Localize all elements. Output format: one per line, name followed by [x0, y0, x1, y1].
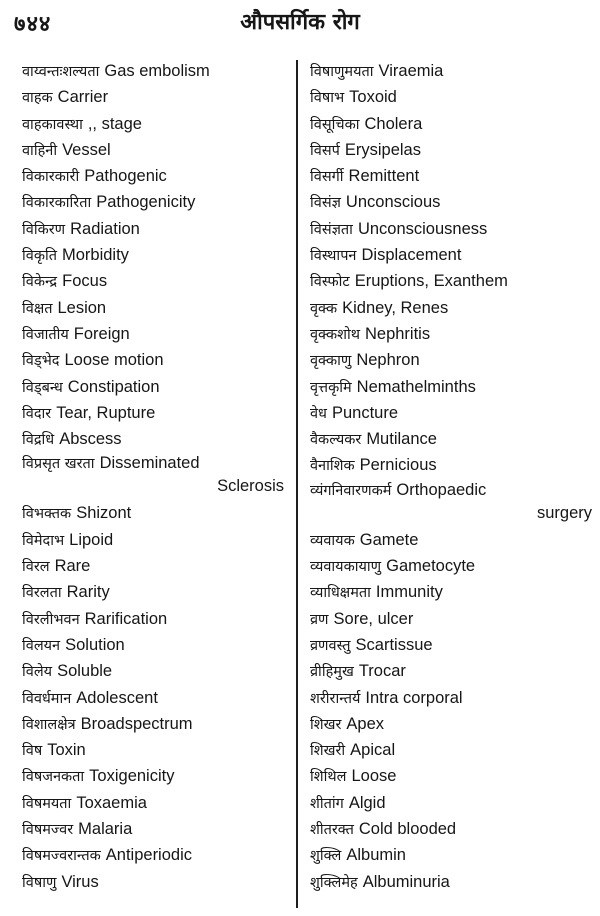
english-gloss: Foreign [73, 324, 130, 343]
hindi-term: व्रीहिमुख [310, 664, 354, 681]
hindi-term: व्यवायक [310, 532, 355, 549]
hindi-term: वृक्काणु [310, 353, 352, 370]
english-gloss: Sore, ulcer [333, 609, 414, 628]
english-gloss: Loose [351, 767, 397, 786]
english-gloss: Toxaemia [76, 793, 147, 812]
english-gloss: Tear, Rupture [56, 403, 156, 422]
english-gloss: ,, stage [87, 114, 142, 133]
english-gloss: Apex [346, 714, 385, 733]
english-gloss: Loose motion [64, 351, 164, 370]
glossary-entry [310, 242, 592, 268]
english-gloss-continuation: surgery [536, 503, 592, 522]
glossary-entry [22, 189, 284, 215]
glossary-entry [22, 84, 284, 110]
glossary-entry [22, 452, 284, 500]
english-gloss: Orthopaedic [396, 480, 487, 499]
english-gloss: Solution [65, 635, 125, 654]
glossary-entry [310, 685, 592, 711]
english-gloss: Vessel [62, 140, 111, 159]
hindi-term: वृत्तकृमि [310, 379, 352, 396]
hindi-term: व्रण [310, 611, 329, 628]
hindi-term: विसंज्ञता [310, 221, 353, 238]
glossary-entry [22, 579, 284, 605]
hindi-term: विशालक्षेत्र [22, 716, 76, 733]
english-gloss: Pernicious [359, 456, 437, 475]
glossary-entry [22, 842, 284, 868]
hindi-term: वाहक [22, 90, 53, 107]
hindi-term: विषाणुमयता [310, 64, 374, 80]
english-gloss-continuation: Sclerosis [217, 477, 284, 496]
hindi-term: विस्थापन [310, 248, 357, 265]
hindi-term: विषाभ [310, 90, 345, 107]
glossary-entry [22, 632, 284, 658]
english-gloss: Cold blooded [358, 820, 457, 839]
glossary-column-right [310, 58, 592, 895]
hindi-term: विसूचिका [310, 116, 360, 133]
english-gloss: Apical [350, 741, 396, 760]
english-gloss: Puncture [331, 403, 399, 422]
hindi-term: व्यंगनिवारणकर्म [310, 482, 392, 499]
hindi-term: विसर्प [310, 142, 340, 159]
hindi-term: विषजनकता [22, 769, 85, 786]
english-gloss: Virus [61, 872, 99, 891]
glossary-entry [22, 374, 284, 400]
glossary-entry [22, 527, 284, 553]
hindi-term: वेध [310, 405, 327, 422]
hindi-term: शिथिल [310, 769, 347, 786]
glossary-entry [310, 137, 592, 163]
english-gloss: Immunity [375, 583, 443, 602]
hindi-term: शिखर [310, 716, 342, 733]
english-gloss: Toxoid [349, 88, 397, 107]
hindi-term: विकारकारी [22, 169, 80, 186]
english-gloss: Nemathelminths [356, 377, 476, 396]
glossary-entry [310, 527, 592, 553]
glossary-entry [310, 84, 592, 110]
english-gloss: Cholera [364, 114, 423, 133]
english-gloss: Adolescent [76, 688, 158, 707]
english-gloss: Kidney, Renes [342, 298, 449, 317]
english-gloss: Focus [62, 272, 108, 291]
glossary-entry [310, 737, 592, 763]
page-number: ७४४ [14, 11, 52, 37]
hindi-term: शुक्लिमेह [310, 874, 358, 891]
hindi-term: विषमज्वरान्तक [22, 848, 101, 865]
hindi-term: विरलीभवन [22, 611, 80, 628]
hindi-term: विकेन्द्र [22, 274, 58, 291]
glossary-entry [22, 216, 284, 242]
english-gloss: Albumin [346, 846, 406, 865]
glossary-entry [310, 763, 592, 789]
hindi-term: विदार [22, 405, 52, 422]
glossary-entry [22, 869, 284, 895]
glossary-entry [22, 553, 284, 579]
glossary-entry [310, 189, 592, 215]
glossary-entry [310, 426, 592, 452]
english-gloss: Mutilance [366, 430, 437, 449]
hindi-term: शुक्लि [310, 848, 342, 865]
english-gloss: Scartissue [355, 635, 433, 654]
hindi-term: शीतांग [310, 795, 344, 812]
hindi-term: विड्भेद [22, 353, 60, 370]
hindi-term: विजातीय [22, 326, 69, 343]
glossary-entry [22, 500, 284, 526]
english-gloss: Albuminuria [362, 872, 450, 891]
column-divider [296, 60, 298, 908]
english-gloss: Constipation [67, 377, 160, 396]
english-gloss: Toxigenicity [89, 767, 175, 786]
glossary-entry [310, 321, 592, 347]
glossary-entry [22, 58, 284, 84]
english-gloss: Lipoid [69, 530, 114, 549]
hindi-term: शरीरान्तर्य [310, 690, 361, 707]
glossary-entry [310, 374, 592, 400]
hindi-term: वाहिनी [22, 142, 58, 159]
hindi-term: विद्रधि [22, 432, 55, 449]
english-gloss: Remittent [348, 167, 420, 186]
hindi-term: विस्फोट [310, 274, 350, 291]
english-gloss: Rare [54, 557, 91, 576]
glossary-entry [310, 163, 592, 189]
glossary-entry [310, 816, 592, 842]
glossary-entry [310, 268, 592, 294]
hindi-term: विक्षत [22, 300, 53, 317]
english-gloss: Trocar [358, 662, 406, 681]
glossary-entry [310, 452, 592, 478]
glossary-entry [22, 163, 284, 189]
glossary-entry [22, 400, 284, 426]
glossary-entry [22, 242, 284, 268]
english-gloss: Carrier [57, 88, 109, 107]
glossary-entry [310, 400, 592, 426]
english-gloss: Broadspectrum [80, 714, 193, 733]
english-gloss: Soluble [57, 662, 113, 681]
glossary-entry [22, 295, 284, 321]
hindi-term: वैकल्यकर [310, 432, 362, 449]
english-gloss: Algid [348, 793, 386, 812]
english-gloss: Antiperiodic [105, 846, 192, 865]
english-gloss: Gametocyte [386, 557, 476, 576]
glossary-entry [22, 658, 284, 684]
hindi-term: विलेय [22, 664, 53, 681]
hindi-term: वृक्कशोथ [310, 326, 360, 343]
english-gloss: Displacement [361, 246, 462, 265]
english-gloss: Nephritis [364, 324, 431, 343]
glossary-entry [22, 111, 284, 137]
glossary-entry [310, 606, 592, 632]
english-gloss: Radiation [70, 219, 140, 238]
hindi-term: शीतरक्त [310, 822, 354, 839]
glossary-entry [310, 790, 592, 816]
english-gloss: Malaria [78, 820, 133, 839]
glossary-entry [310, 111, 592, 137]
hindi-term: विकृति [22, 248, 57, 265]
hindi-term: विष [22, 743, 43, 760]
glossary-entry [310, 842, 592, 868]
hindi-term: व्याधिक्षमता [310, 585, 371, 602]
hindi-term: वाय्वन्तःशल्यता [22, 64, 100, 80]
english-gloss: Viraemia [378, 62, 444, 80]
english-gloss: Unconscious [345, 193, 441, 212]
hindi-term: वृक्क [310, 300, 338, 317]
hindi-term: विवर्धमान [22, 690, 72, 707]
hindi-term: विभक्तक [22, 506, 72, 523]
glossary-entry [22, 711, 284, 737]
glossary-entry [22, 321, 284, 347]
english-gloss: Nephron [356, 351, 420, 370]
english-gloss: Disseminated [99, 454, 200, 473]
glossary-entry [310, 347, 592, 373]
hindi-term: विरल [22, 559, 50, 576]
glossary-entry [310, 658, 592, 684]
english-gloss: Rarity [66, 583, 110, 602]
english-gloss: Gamete [359, 530, 419, 549]
glossary-column-left [22, 58, 284, 895]
hindi-term: विलयन [22, 637, 61, 654]
hindi-term: वैनाशिक [310, 458, 355, 475]
glossary-entry [310, 632, 592, 658]
glossary-entry [310, 579, 592, 605]
hindi-term: विमेदाभ [22, 532, 65, 549]
english-gloss: Unconsciousness [357, 219, 488, 238]
english-gloss: Shizont [76, 504, 132, 523]
english-gloss: Morbidity [61, 246, 129, 265]
glossary-entry [22, 268, 284, 294]
hindi-term: विषमज्वर [22, 822, 74, 839]
english-gloss: Eruptions, Exanthem [354, 272, 508, 291]
english-gloss: Toxin [47, 741, 86, 760]
glossary-entry [310, 553, 592, 579]
hindi-term: शिखरी [310, 743, 346, 760]
glossary-entry [22, 763, 284, 789]
glossary-entry [310, 295, 592, 321]
hindi-term: विरलता [22, 585, 62, 602]
hindi-term: विकिरण [22, 221, 66, 238]
glossary-entry [22, 816, 284, 842]
glossary-entry [310, 711, 592, 737]
hindi-term: वाहकावस्था [22, 116, 83, 133]
english-gloss: Pathogenic [84, 167, 167, 186]
glossary-entry [22, 685, 284, 711]
glossary-entry [310, 869, 592, 895]
english-gloss: Gas embolism [104, 62, 210, 80]
hindi-term: व्यवायकायाणु [310, 559, 382, 576]
english-gloss: Abscess [59, 430, 122, 449]
english-gloss: Rarification [84, 609, 168, 628]
hindi-term: विसंज्ञ [310, 195, 341, 212]
hindi-term: विसर्गी [310, 169, 344, 186]
glossary-entry [22, 790, 284, 816]
glossary-entry [310, 216, 592, 242]
hindi-term: व्रणवस्तु [310, 637, 351, 654]
english-gloss: Pathogenicity [96, 193, 196, 212]
glossary-entry [22, 137, 284, 163]
glossary-entry [310, 58, 592, 84]
hindi-term: विषमयता [22, 795, 72, 812]
glossary-entry [310, 479, 592, 527]
glossary-entry [22, 737, 284, 763]
glossary-entry [22, 426, 284, 452]
english-gloss: Erysipelas [344, 140, 421, 159]
hindi-term: विकारकारिता [22, 195, 92, 212]
glossary-entry [22, 606, 284, 632]
english-gloss: Lesion [57, 298, 107, 317]
hindi-term: विड्बन्ध [22, 379, 63, 396]
hindi-term: विप्रसृत खरता [22, 456, 95, 473]
hindi-term: विषाणु [22, 874, 57, 891]
english-gloss: Intra corporal [365, 688, 463, 707]
page-title: औपसर्गिक रोग [240, 9, 360, 35]
glossary-entry [22, 347, 284, 373]
